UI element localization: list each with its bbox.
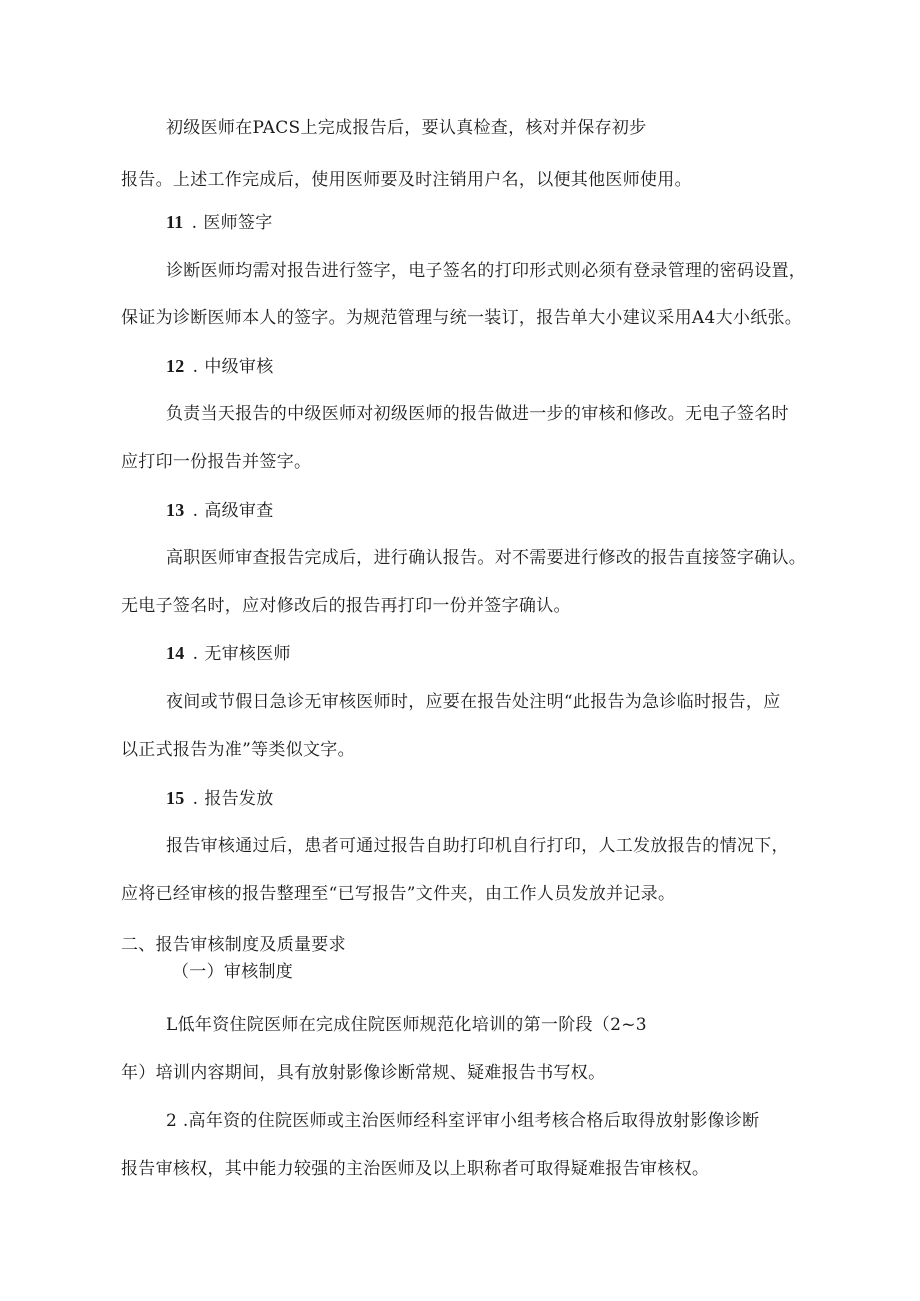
section-15-line-1: 报告审核通过后，患者可通过报告自助打印机自行打印，人工发放报告的情况下， <box>166 836 789 856</box>
section-14-heading: 14 . 无审核医师 <box>166 643 291 664</box>
section-13-heading: 13 . 高级审查 <box>166 500 274 521</box>
section-12-line-1: 负责当天报告的中级医师对初级医师的报告做进一步的审核和修改。无电子签名时 <box>166 404 789 424</box>
part2-subtitle: （一）审核制度 <box>172 962 294 982</box>
section-number: 11 <box>166 212 184 232</box>
part2-item1-line-1: L低年资住院医师在完成住院医师规范化培训的第一阶段（2~3 <box>166 1015 647 1035</box>
section-15-line-2: 应将已经审核的报告整理至“已写报告”文件夹，由工作人员发放并记录。 <box>121 884 676 904</box>
section-title: 报告发放 <box>204 789 274 809</box>
section-title: 中级审核 <box>204 357 274 377</box>
part2-title: 二、报告审核制度及质量要求 <box>121 935 346 955</box>
section-number: 12 <box>166 356 185 376</box>
section-13-line-2: 无电子签名时，应对修改后的报告再打印一份并签字确认。 <box>121 596 571 616</box>
section-number: 14 <box>166 643 185 663</box>
section-11-line-1: 诊断医师均需对报告进行签字，电子签名的打印形式则必须有登录管理的密码设置， <box>166 261 807 281</box>
intro-line-2: 报告。上述工作完成后，使用医师要及时注销用户名，以便其他医师使用。 <box>121 170 692 190</box>
section-11-heading: 11 . 医师签字 <box>166 212 273 233</box>
part2-item2-line-1: 2 .高年资的住院医师或主治医师经科室评审小组考核合格后取得放射影像诊断 <box>166 1111 760 1131</box>
section-title: 医师签字 <box>203 213 273 233</box>
section-title: 高级审查 <box>204 501 274 521</box>
section-15-heading: 15 . 报告发放 <box>166 788 274 809</box>
section-number: 15 <box>166 788 185 808</box>
section-13-line-1: 高职医师审查报告完成后，进行确认报告。对不需要进行修改的报告直接签字确认。 <box>166 548 807 568</box>
part2-item2-line-2: 报告审核权，其中能力较强的主治医师及以上职称者可取得疑难报告审核权。 <box>121 1159 710 1179</box>
part2-item1-line-2: 年）培训内容期间，具有放射影像诊断常规、疑难报告书写权。 <box>121 1063 606 1083</box>
section-11-line-2: 保证为诊断医师本人的签字。为规范管理与统一装订，报告单大小建议采用A4大小纸张。 <box>121 308 803 328</box>
section-14-line-1: 夜间或节假日急诊无审核医师时，应要在报告处注明“此报告为急诊临时报告，应 <box>166 692 781 712</box>
section-14-line-2: 以正式报告为准”等类似文字。 <box>121 740 355 760</box>
intro-line-1: 初级医师在PACS上完成报告后，要认真检查，核对并保存初步 <box>166 118 647 138</box>
section-12-heading: 12 . 中级审核 <box>166 356 274 377</box>
section-number: 13 <box>166 500 185 520</box>
section-title: 无审核医师 <box>204 644 291 664</box>
section-12-line-2: 应打印一份报告并签字。 <box>121 452 312 472</box>
